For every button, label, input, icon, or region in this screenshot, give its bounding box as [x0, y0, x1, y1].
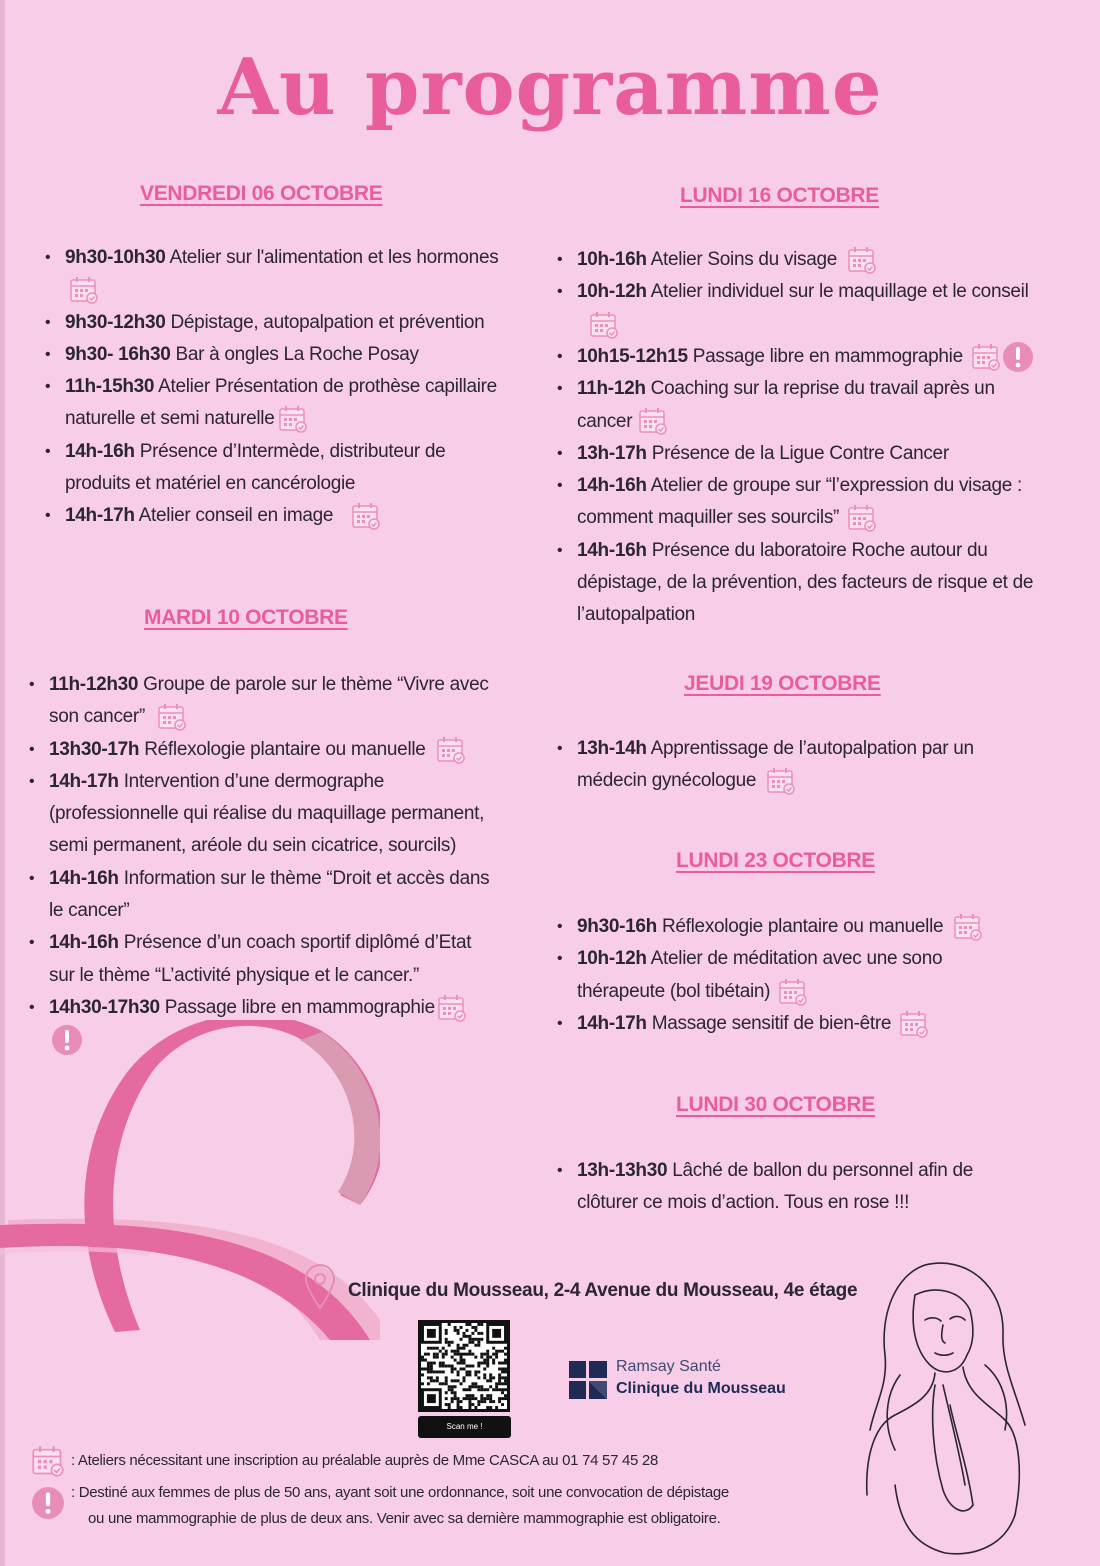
day-heading-lundi16: LUNDI 16 OCTOBRE — [680, 184, 880, 207]
item-text: Atelier Soins du visage — [646, 249, 838, 270]
schedule-list-jeudi19 — [557, 733, 1027, 798]
item-text: Présence de la Ligue Contre Cancer — [646, 442, 949, 464]
schedule-item — [29, 734, 499, 766]
schedule-item — [45, 436, 510, 501]
day-heading-jeudi19: JEUDI 19 OCTOBRE — [684, 672, 881, 695]
item-text: Passage libre en mammographie — [159, 996, 435, 1018]
day-heading-vendredi: VENDREDI 06 OCTOBRE — [140, 182, 383, 205]
qr-code[interactable] — [418, 1320, 510, 1412]
schedule-item — [557, 1155, 997, 1220]
schedule-item — [557, 438, 1037, 470]
legend-registration: : Ateliers nécessitant une inscription au préalable auprès de Mme CASCA au 01 74 57 45 28 — [71, 1452, 659, 1469]
calendar-check-icon — [437, 993, 467, 1023]
exclamation-circle-icon — [31, 1486, 65, 1525]
schedule-item — [45, 371, 510, 436]
item-time: 14h-16h — [65, 440, 135, 462]
item-text: Présence d’un coach sportif diplômé d’Etat sur le thème “L’activité physique et le cancer.” — [49, 932, 472, 986]
calendar-check-icon — [847, 245, 877, 275]
calendar-check-icon — [953, 912, 983, 942]
item-time: 14h-16h — [49, 932, 119, 954]
item-text: Atelier individuel sur le maquillage et le conseil — [646, 281, 1029, 303]
schedule-item — [29, 766, 499, 863]
item-time: 10h15-12h15 — [577, 345, 688, 367]
schedule-item — [29, 863, 499, 928]
item-time: 14h-17h — [65, 505, 135, 527]
item-text: Atelier Présentation de prothèse capillaire naturelle et semi naturelle — [65, 376, 497, 430]
schedule-item — [45, 242, 510, 307]
page-title: Au programme — [217, 42, 883, 133]
item-text: Passage libre en mammographie — [687, 345, 963, 367]
woman-line-drawing — [855, 1255, 1035, 1560]
schedule-item — [557, 276, 1037, 341]
item-time: 13h-13h30 — [577, 1160, 668, 1181]
item-time: 10h-16h — [577, 249, 647, 270]
schedule-item — [29, 669, 499, 734]
calendar-check-icon — [638, 406, 668, 436]
clinic-name: Clinique du Mousseau — [616, 1380, 786, 1397]
item-text: Lâché de ballon du personnel afin de clôturer ce mois d’action. Tous en rose !!! — [577, 1160, 974, 1214]
clinic-address: Clinique du Mousseau, 2-4 Avenue du Mousseau, 4e étage — [348, 1280, 858, 1301]
calendar-check-icon — [351, 501, 381, 531]
item-text: Apprentissage de l’autopalpation par un médecin gynécologue — [577, 738, 974, 792]
item-text: Atelier de groupe sur “l’expression du visage : comment maquiller ses sourcils” — [577, 475, 1023, 529]
calendar-check-icon — [436, 735, 466, 765]
ramsay-sante-logo — [569, 1361, 607, 1399]
location-pin-icon — [303, 1262, 337, 1310]
item-time: 14h-17h — [49, 770, 119, 792]
calendar-check-icon — [69, 275, 99, 305]
schedule-item — [557, 244, 1037, 276]
item-time: 10h-12h — [577, 948, 647, 970]
schedule-list-lundi23 — [557, 911, 1027, 1040]
item-time: 13h30-17h — [49, 738, 140, 760]
schedule-list-mardi — [29, 669, 499, 1057]
item-text: Bar à ongles La Roche Posay — [170, 343, 419, 365]
item-text: Coaching sur la reprise du travail après un cancer — [577, 378, 995, 432]
item-time: 13h-17h — [577, 442, 647, 464]
item-time: 11h-12h — [577, 378, 646, 400]
item-time: 14h-16h — [577, 475, 647, 497]
item-time: 14h-17h — [577, 1012, 647, 1034]
calendar-check-icon — [31, 1444, 65, 1483]
schedule-item — [557, 911, 1027, 943]
calendar-check-icon — [278, 404, 308, 434]
calendar-check-icon — [589, 310, 619, 340]
legend-warning-line2: ou une mammographie de plus de deux ans. Venir avec sa dernière mammographie est obligatoire. — [88, 1510, 721, 1527]
item-time: 9h30- 16h30 — [65, 343, 171, 365]
item-text: Information sur le thème “Droit et accès dans le cancer” — [49, 867, 490, 922]
schedule-list-vendredi — [45, 242, 510, 533]
exclamation-circle-icon — [1002, 341, 1034, 373]
item-time: 10h-12h — [577, 281, 647, 303]
item-time: 13h-14h — [577, 738, 647, 759]
item-text: Intervention d’une dermographe (professionnelle qui réalise du maquillage permanent, semi permanent, aréole du sein cicatrice, sourcils) — [49, 770, 485, 857]
item-text: Réflexologie plantaire ou manuelle — [139, 738, 426, 760]
item-text: Réflexologie plantaire ou manuelle — [656, 916, 944, 937]
schedule-item — [557, 535, 1037, 632]
legend-warning-line1: : Destiné aux femmes de plus de 50 ans, ayant soit une ordonnance, soit une convocation de dépistage — [71, 1484, 729, 1501]
schedule-item — [45, 339, 510, 371]
item-time: 11h-12h30 — [49, 674, 139, 695]
day-heading-lundi30: LUNDI 30 OCTOBRE — [676, 1093, 876, 1116]
calendar-check-icon — [778, 977, 808, 1007]
item-text: Présence d’Intermède, distributeur de produits et matériel en cancérologie — [65, 440, 446, 495]
item-time: 14h-16h — [577, 539, 647, 561]
schedule-list-lundi30 — [557, 1155, 997, 1220]
item-time: 9h30-12h30 — [65, 311, 166, 333]
schedule-item — [557, 943, 1027, 1008]
schedule-item — [557, 373, 1037, 438]
item-time: 9h30-16h — [577, 916, 657, 937]
schedule-item — [45, 500, 510, 532]
day-heading-lundi23: LUNDI 23 OCTOBRE — [676, 849, 876, 872]
calendar-check-icon — [766, 766, 796, 796]
item-time: 14h30-17h30 — [49, 996, 160, 1018]
item-time: 9h30-10h30 — [65, 247, 166, 268]
scan-me-label: Scan me ! — [418, 1416, 511, 1438]
item-text: Dépistage, autopalpation et prévention — [165, 311, 485, 333]
ramsay-sante-name: Ramsay Santé — [616, 1358, 721, 1375]
schedule-item — [557, 733, 1027, 798]
schedule-item — [557, 1008, 1027, 1040]
item-text: Atelier de méditation avec une sono thérapeute (bol tibétain) — [577, 948, 943, 1002]
item-time: 11h-15h30 — [65, 376, 155, 398]
item-text: Atelier sur l'alimentation et les hormones — [165, 247, 499, 268]
calendar-check-icon — [157, 702, 187, 732]
item-text: Massage sensitif de bien-être — [646, 1012, 892, 1034]
schedule-item — [45, 307, 510, 339]
item-text: Atelier conseil en image — [134, 505, 334, 527]
schedule-item — [557, 470, 1037, 535]
calendar-check-icon — [847, 503, 877, 533]
calendar-check-icon — [971, 342, 1001, 372]
item-time: 14h-16h — [49, 867, 119, 889]
schedule-list-lundi16 — [557, 244, 1037, 632]
item-text: Présence du laboratoire Roche autour du dépistage, de la prévention, des facteurs de risque et de l’autopalpation — [577, 539, 1034, 626]
qr-code-pattern — [421, 1323, 507, 1409]
day-heading-mardi: MARDI 10 OCTOBRE — [144, 606, 348, 629]
schedule-item — [29, 927, 499, 992]
calendar-check-icon — [899, 1009, 929, 1039]
schedule-item — [557, 341, 1037, 373]
item-text: Groupe de parole sur le thème “Vivre avec son cancer” — [49, 674, 489, 728]
